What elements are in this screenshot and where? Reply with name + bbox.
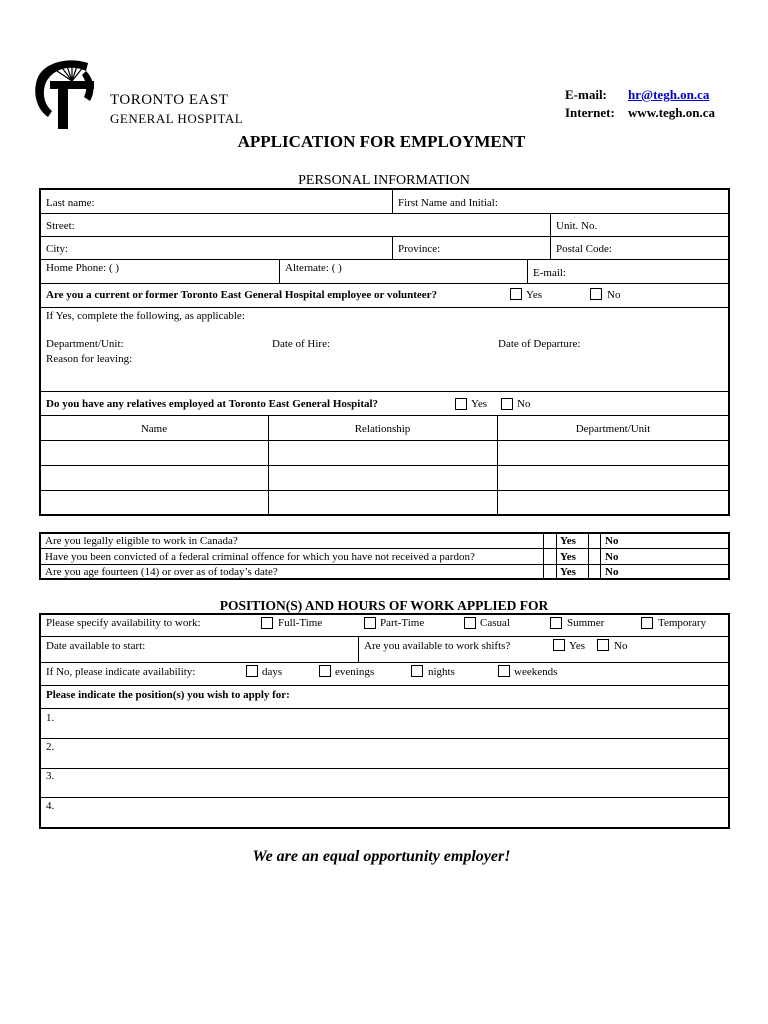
current-employee-yes-label: Yes (526, 289, 543, 301)
criminal-offence-no[interactable]: No (605, 551, 619, 563)
alternate-phone-field[interactable]: Alternate: ( ) (285, 262, 342, 274)
eligible-canada-yes[interactable]: Yes (560, 535, 576, 547)
position-line-3[interactable]: 3. (46, 770, 55, 782)
internet-value: www.tegh.on.ca (628, 105, 716, 120)
days-checkbox[interactable] (246, 665, 258, 677)
weekends-checkbox[interactable] (498, 665, 510, 677)
availability-label: Please specify availability to work: (46, 617, 201, 629)
shifts-no-label: No (614, 640, 628, 652)
email-field[interactable]: E-mail: (533, 267, 566, 279)
relatives-no-label: No (517, 398, 531, 410)
relatives-question: Do you have any relatives employed at Toronto East General Hospital? (46, 398, 379, 410)
current-employee-question: Are you a current or former Toronto East General Hospital employee or volunteer? (46, 289, 438, 301)
relatives-yes-label: Yes (471, 398, 488, 410)
home-phone-field[interactable]: Home Phone: ( ) (46, 262, 120, 274)
shifts-yes-checkbox[interactable] (553, 639, 565, 651)
relatives-yes-checkbox[interactable] (455, 398, 467, 410)
nights-checkbox[interactable] (411, 665, 423, 677)
current-employee-no-label: No (607, 289, 621, 301)
unit-field[interactable]: Unit. No. (556, 220, 598, 232)
eligible-canada-question: Are you legally eligible to work in Canada? (45, 535, 238, 547)
reason-for-leaving-field[interactable]: Reason for leaving: (46, 353, 133, 365)
page-title: APPLICATION FOR EMPLOYMENT (237, 132, 526, 151)
age-question: Are you age fourteen (14) or over as of today’s date? (45, 566, 278, 578)
age-no[interactable]: No (605, 566, 619, 578)
casual-label: Casual (480, 617, 510, 629)
evenings-checkbox[interactable] (319, 665, 331, 677)
evenings-label: evenings (335, 666, 375, 678)
full-time-checkbox[interactable] (261, 617, 273, 629)
criminal-offence-yes[interactable]: Yes (560, 551, 576, 563)
date-of-departure-field[interactable]: Date of Departure: (498, 338, 581, 350)
relatives-header-department: Department/Unit (575, 423, 651, 435)
current-employee-yes-checkbox[interactable] (510, 288, 522, 300)
relatives-header-name: Name (140, 423, 168, 435)
last-name-field[interactable]: Last name: (46, 197, 95, 209)
part-time-checkbox[interactable] (364, 617, 376, 629)
temporary-checkbox[interactable] (641, 617, 653, 629)
shifts-question: Are you available to work shifts? (364, 640, 511, 652)
internet-label: Internet: (565, 105, 615, 120)
part-time-label: Part-Time (380, 617, 425, 629)
date-available-field[interactable]: Date available to start: (46, 640, 146, 652)
if-no-availability-label: If No, please indicate availability: (46, 666, 196, 678)
email-label: E-mail: (565, 87, 607, 102)
current-employee-no-checkbox[interactable] (590, 288, 602, 300)
position-line-2[interactable]: 2. (46, 741, 55, 753)
city-field[interactable]: City: (46, 243, 69, 255)
position-heading: POSITION(S) AND HOURS OF WORK APPLIED FOR (219, 598, 549, 613)
date-of-hire-field[interactable]: Date of Hire: (272, 338, 331, 350)
email-link[interactable]: hr@tegh.on.ca (628, 87, 710, 102)
org-name-line1: TORONTO EAST (110, 92, 229, 108)
equal-opportunity-statement: We are an equal opportunity employer! (252, 848, 511, 865)
first-name-field[interactable]: First Name and Initial: (398, 197, 498, 209)
personal-info-heading: PERSONAL INFORMATION (298, 173, 470, 188)
weekends-label: weekends (514, 666, 558, 678)
nights-label: nights (428, 666, 455, 678)
position-line-4[interactable]: 4. (46, 800, 55, 812)
personal-info-table (39, 188, 730, 516)
temporary-label: Temporary (658, 617, 707, 629)
department-field[interactable]: Department/Unit: (46, 338, 124, 350)
postal-code-field[interactable]: Postal Code: (556, 243, 612, 255)
eligible-canada-no[interactable]: No (605, 535, 619, 547)
casual-checkbox[interactable] (464, 617, 476, 629)
position-line-1[interactable]: 1. (46, 712, 55, 724)
full-time-label: Full-Time (278, 617, 323, 629)
shifts-yes-label: Yes (569, 640, 586, 652)
street-field[interactable]: Street: (46, 220, 75, 232)
if-yes-instruction: If Yes, complete the following, as applicable: (46, 310, 245, 322)
org-name-line2: GENERAL HOSPITAL (110, 111, 244, 126)
hospital-logo (30, 55, 110, 135)
summer-checkbox[interactable] (550, 617, 562, 629)
positions-instruction: Please indicate the position(s) you wish to apply for: (46, 689, 290, 701)
relatives-no-checkbox[interactable] (501, 398, 513, 410)
days-label: days (262, 666, 283, 678)
relatives-header-relationship: Relationship (354, 423, 411, 435)
age-yes[interactable]: Yes (560, 566, 576, 578)
shifts-no-checkbox[interactable] (597, 639, 609, 651)
province-field[interactable]: Province: (398, 243, 441, 255)
criminal-offence-question: Have you been convicted of a federal criminal offence for which you have not received a pardon? (45, 551, 475, 563)
summer-label: Summer (567, 617, 605, 629)
